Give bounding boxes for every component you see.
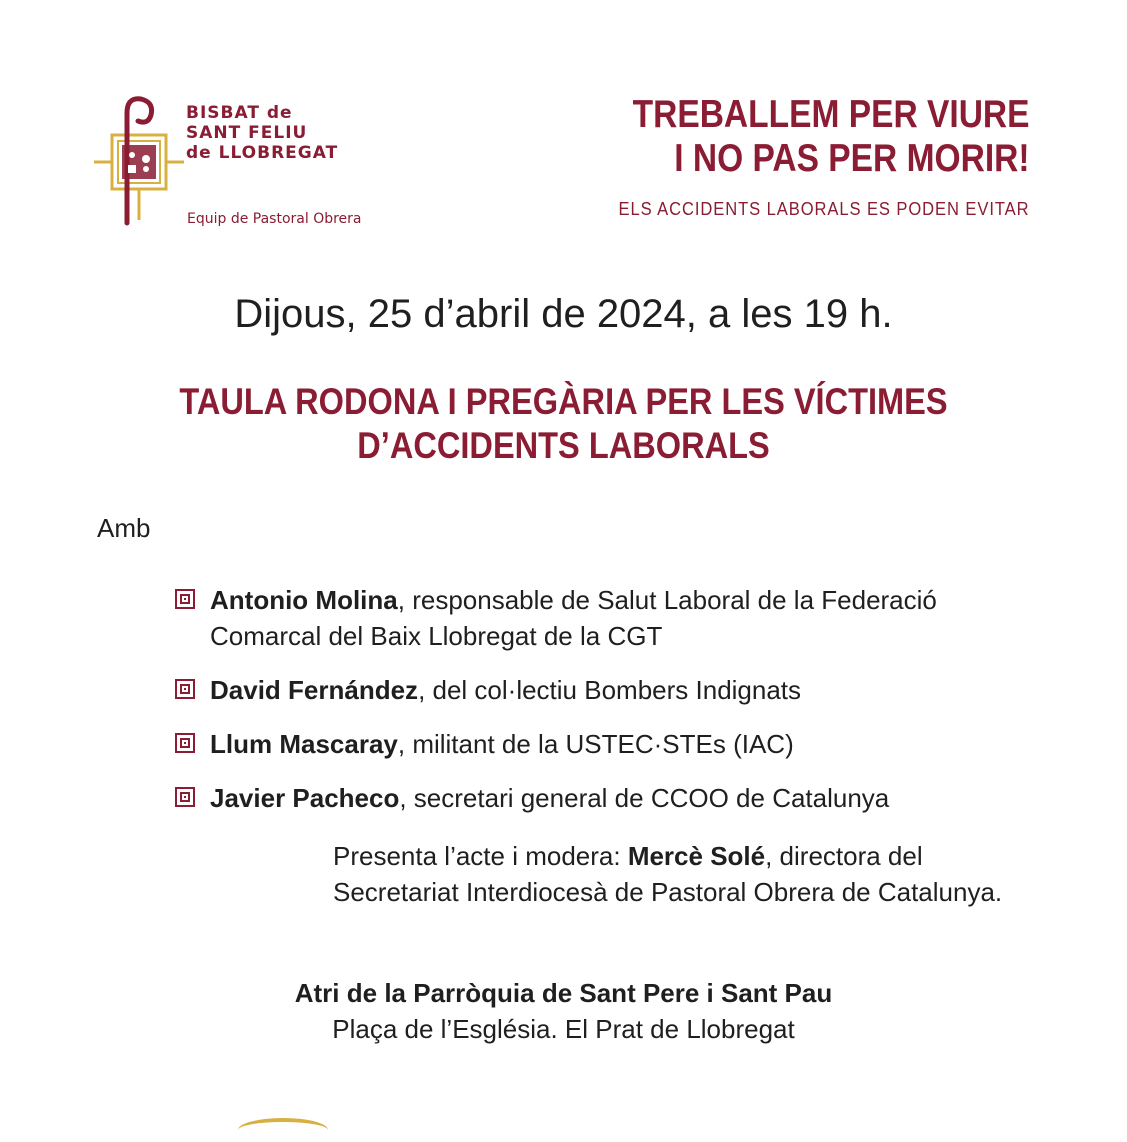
crosier-emblem-icon [94,95,184,230]
diocese-logo [94,95,394,230]
speaker-list [175,582,1045,834]
venue [0,975,1127,1047]
venue-address: Plaça de l’Església. El Prat de Llobregat [332,1014,795,1044]
list-item [175,726,1045,762]
speaker-name: Javier Pacheco [210,783,400,813]
list-item [175,672,1045,708]
moderator-name: Mercè Solé [627,841,766,871]
square-bullet-icon [175,679,195,699]
slogan-line-1: TREBALLEM PER VIURE [633,93,1030,136]
slogan-line-2: I NO PAS PER MORIR! [674,137,1030,180]
speaker-description: , del col·lectiu Bombers Indignats [418,675,802,705]
logo-line-2: SANT FELIU [186,123,308,143]
speaker-text [210,780,1045,816]
list-item [175,582,1045,654]
speaker-name: David Fernández [210,675,419,705]
event-date: Dijous, 25 d’abril de 2024, a les 19 h. [234,292,893,336]
logo-subtitle: Equip de Pastoral Obrera [187,211,362,227]
square-bullet-icon [175,589,195,609]
speaker-name: Llum Mascaray [210,729,398,759]
logo-line-3: de LLOBREGAT [186,143,339,163]
event-title-line-2: D’ACCIDENTS LABORALS [357,425,770,466]
moderator-prefix: Presenta l’acte i modera: [333,841,628,871]
speaker-description: , secretari general de CCOO de Catalunya [399,783,890,813]
speaker-description: , responsable de Salut Laboral de la Federació Comarcal del Baix Llobregat de la CGT [210,585,937,651]
slogan-subtitle: ELS ACCIDENTS LABORALS ES PODEN EVITAR [618,199,1030,219]
venue-name: Atri de la Parròquia de Sant Pere i Sant Pau [294,978,833,1008]
campaign-slogan [568,93,1030,220]
speaker-text [210,672,1045,708]
speaker-text [210,582,1045,654]
logo-wordmark [186,103,338,163]
event-title-line-1: TAULA RODONA I PREGÀRIA PER LES VÍCTIMES [179,381,948,422]
event-title [0,380,1127,468]
logo-line-1: BISBAT de [186,103,293,123]
speaker-name: Antonio Molina [210,585,398,615]
moderator-suffix: , directora del Secretariat Interdiocesà de Pastoral Obrera de Catalunya. [333,841,1003,907]
speaker-text [210,726,1045,762]
speaker-description: , militant de la USTEC·STEs (IAC) [397,729,794,759]
list-item [175,780,1045,816]
moderator-note [333,838,1013,910]
decorative-arc [238,1118,328,1142]
square-bullet-icon [175,787,195,807]
square-bullet-icon [175,733,195,753]
with-label: Amb [97,513,151,543]
